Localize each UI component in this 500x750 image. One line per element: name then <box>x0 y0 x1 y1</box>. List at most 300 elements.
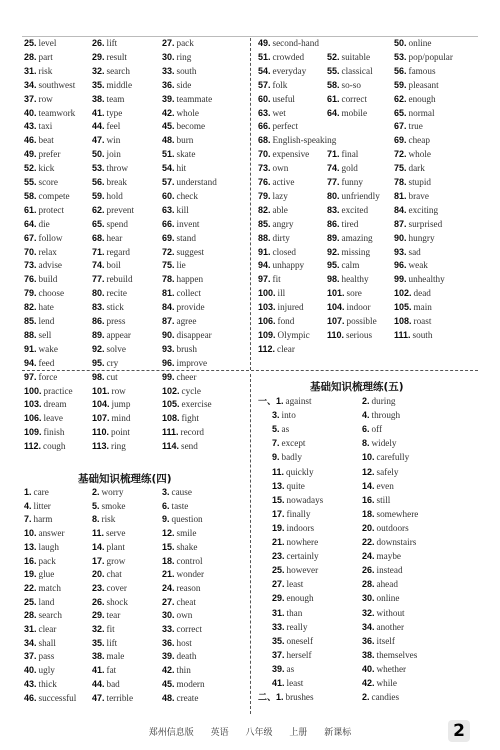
item-word: reason <box>176 582 201 593</box>
list-item <box>92 501 126 512</box>
item-word: hear <box>106 232 123 243</box>
item-word: own <box>176 610 193 621</box>
list-item <box>394 108 435 119</box>
item-number: 25. <box>272 565 285 576</box>
list-item <box>92 330 131 341</box>
item-word: disappear <box>176 329 212 340</box>
list-item <box>362 622 404 633</box>
list-item <box>394 38 431 49</box>
item-number: 95. <box>92 357 105 368</box>
list-item <box>24 205 64 216</box>
item-word: point <box>111 427 130 438</box>
list-item <box>258 274 281 285</box>
item-word: smoke <box>101 500 126 511</box>
item-word: injured <box>277 302 304 313</box>
item-number: 30. <box>362 593 375 604</box>
item-number: 38. <box>362 649 375 660</box>
list-item <box>24 399 67 410</box>
item-number: 30. <box>162 51 175 62</box>
list-item <box>162 330 212 341</box>
item-number: 70. <box>258 149 271 160</box>
list-item <box>162 302 205 313</box>
list-item <box>162 316 196 327</box>
list-item <box>92 487 123 498</box>
item-word: online <box>408 38 432 48</box>
item-number: 15. <box>162 541 175 552</box>
list-item <box>394 260 428 271</box>
item-number: 76. <box>258 177 271 187</box>
item-word: clear <box>277 343 295 354</box>
item-word: care <box>33 487 49 497</box>
list-item <box>24 542 59 553</box>
item-word: downstairs <box>376 537 417 547</box>
list-item <box>24 260 62 271</box>
list-item <box>162 693 198 704</box>
item-number: 6. <box>362 424 370 435</box>
item-word: widely <box>371 438 397 449</box>
item-number: 18. <box>362 508 375 519</box>
list-item <box>24 191 70 202</box>
item-word: sad <box>408 246 421 257</box>
item-number: 95. <box>327 260 340 271</box>
list-item <box>24 651 54 662</box>
item-number: 11. <box>272 466 285 477</box>
list-item <box>92 219 128 230</box>
item-word: male <box>106 651 125 662</box>
list-item <box>362 537 416 548</box>
item-word: side <box>176 79 192 90</box>
item-number: 4. <box>362 410 370 421</box>
item-word: nowadays <box>286 494 324 505</box>
list-item <box>258 344 295 355</box>
list-item <box>272 551 319 562</box>
list-item <box>362 551 401 562</box>
list-item <box>362 509 418 520</box>
item-word: hate <box>38 302 54 313</box>
item-word: itself <box>376 635 395 646</box>
list-item <box>258 177 294 188</box>
item-word: lie <box>176 260 186 271</box>
item-word: spend <box>106 218 128 229</box>
item-number: 55. <box>327 65 340 76</box>
item-number: 34. <box>24 637 37 648</box>
list-item <box>162 344 197 355</box>
item-word: perfect <box>272 121 299 132</box>
item-number: 70. <box>24 246 37 257</box>
item-number: 63. <box>162 204 175 215</box>
item-word: through <box>371 410 401 421</box>
item-number: 80. <box>92 288 105 299</box>
list-item <box>272 579 303 590</box>
list-item <box>162 514 203 525</box>
item-number: 112. <box>24 441 42 452</box>
list-item <box>394 274 445 285</box>
item-word: shake <box>176 541 198 552</box>
list-item <box>362 678 397 689</box>
item-number: 85. <box>24 316 37 326</box>
list-item <box>92 624 115 635</box>
list-item <box>362 664 406 675</box>
item-word: fond <box>277 316 295 326</box>
item-number: 94. <box>24 357 37 368</box>
item-word: surprised <box>408 218 443 229</box>
item-number: 21. <box>162 569 175 580</box>
item-number: 29. <box>92 51 105 62</box>
item-number: 43. <box>24 121 37 132</box>
item-number: 23. <box>272 551 285 562</box>
item-word: row <box>38 93 53 104</box>
item-word: join <box>106 149 121 160</box>
item-word: whether <box>376 663 407 674</box>
item-word: land <box>38 596 55 607</box>
list-item <box>92 80 132 91</box>
item-word: grow <box>106 555 126 566</box>
list-item <box>24 556 56 567</box>
item-word: Olympic <box>277 329 310 340</box>
item-number: 34. <box>24 79 37 90</box>
item-number: 96. <box>162 357 175 368</box>
item-number: 15. <box>272 494 285 505</box>
item-word: than <box>286 607 303 618</box>
list-item <box>394 288 431 299</box>
item-number: 12. <box>162 528 175 539</box>
list-item <box>24 358 54 369</box>
item-number: 32. <box>362 607 375 618</box>
list-item <box>92 191 123 202</box>
list-item <box>327 66 373 77</box>
list-item <box>394 191 429 202</box>
item-number: 59. <box>92 190 105 201</box>
list-item <box>24 219 50 230</box>
item-number: 96. <box>394 260 407 271</box>
item-word: mobile <box>341 107 368 118</box>
list-item <box>272 509 311 520</box>
item-word: follow <box>38 232 63 243</box>
item-number: 77. <box>92 274 105 285</box>
item-word: southwest <box>38 79 76 90</box>
top-rule <box>22 36 478 37</box>
item-number: 74. <box>92 260 105 271</box>
list-item <box>24 108 75 119</box>
list-item <box>258 191 288 202</box>
list-item <box>258 330 310 341</box>
item-word: understand <box>176 177 217 187</box>
item-number: 87. <box>394 218 407 229</box>
item-word: prevent <box>106 204 135 215</box>
item-number: 28. <box>362 579 375 590</box>
item-number: 62. <box>394 93 407 104</box>
list-item <box>258 38 319 49</box>
item-number: 48. <box>162 135 175 146</box>
item-number: 30. <box>162 610 175 621</box>
item-word: cough <box>43 441 66 452</box>
item-number: 21. <box>272 537 285 547</box>
list-item <box>24 233 63 244</box>
item-number: 10. <box>362 452 375 463</box>
list-item <box>24 274 57 285</box>
item-number: 38. <box>92 651 105 662</box>
list-item <box>258 94 295 105</box>
item-word: indoor <box>346 302 371 313</box>
item-number: 111. <box>394 329 411 340</box>
list-item <box>92 288 127 299</box>
item-word: force <box>38 371 58 382</box>
list-item <box>162 233 196 244</box>
item-number: 51. <box>162 149 175 160</box>
list-item <box>162 80 191 91</box>
item-word: healthy <box>341 274 369 285</box>
item-word: type <box>106 107 123 118</box>
list-item <box>258 66 306 77</box>
item-word: compete <box>38 190 70 201</box>
item-word: leave <box>43 413 63 424</box>
item-word: match <box>38 582 61 593</box>
item-word: ugly <box>38 665 55 676</box>
page-number: 2 <box>448 720 470 742</box>
item-word: cut <box>106 371 118 382</box>
item-number: 44. <box>92 121 105 132</box>
list-item <box>24 330 51 341</box>
list-item <box>24 665 55 676</box>
list-item <box>92 177 127 188</box>
list-item <box>92 610 120 621</box>
item-word: become <box>176 121 206 132</box>
item-word: lazy <box>272 190 288 201</box>
list-item <box>162 177 217 188</box>
item-number: 109. <box>258 329 276 340</box>
item-number: 22. <box>362 537 375 547</box>
item-word: hold <box>106 190 123 201</box>
item-number: 104. <box>327 302 345 313</box>
item-word: unhealthy <box>408 274 445 285</box>
item-number: 93. <box>162 343 175 354</box>
list-item <box>92 108 122 119</box>
list-item <box>92 94 124 105</box>
item-word: stick <box>106 302 124 313</box>
list-item <box>92 399 130 410</box>
item-word: somewhere <box>376 508 419 519</box>
list-item <box>162 191 198 202</box>
item-word: cause <box>171 487 192 497</box>
item-number: 79. <box>258 190 271 201</box>
item-word: sell <box>38 329 52 340</box>
list-item <box>327 191 380 202</box>
item-word: quite <box>286 480 305 491</box>
item-number: 2. <box>362 396 370 406</box>
list-item <box>24 52 53 63</box>
item-number: 60. <box>162 190 175 201</box>
item-number: 16. <box>362 494 375 505</box>
item-number: 104. <box>92 399 110 410</box>
list-item <box>92 135 120 146</box>
item-number: 76. <box>24 274 37 285</box>
item-word: terrible <box>106 692 134 703</box>
item-number: 32. <box>92 65 105 76</box>
item-number: 73. <box>258 163 271 174</box>
item-word: question <box>171 514 203 525</box>
item-word: ahead <box>376 579 398 590</box>
list-item <box>272 467 314 478</box>
item-number: 113. <box>92 441 110 452</box>
item-word: throw <box>106 163 128 174</box>
item-word: correct <box>176 624 203 634</box>
item-word: as <box>286 663 295 674</box>
item-word: folk <box>272 79 288 90</box>
item-number: 20. <box>92 569 105 580</box>
item-word: score <box>38 177 58 187</box>
list-item <box>24 693 76 704</box>
list-item <box>394 205 438 216</box>
item-word: practice <box>43 385 73 396</box>
item-number: 86. <box>92 316 105 326</box>
item-word: die <box>38 218 50 229</box>
list-item <box>394 94 436 105</box>
list-item <box>258 149 309 160</box>
item-word: main <box>413 302 432 313</box>
item-number: 10. <box>24 528 37 539</box>
item-word: calm <box>341 260 360 271</box>
item-word: really <box>286 621 308 632</box>
item-word: suitable <box>341 51 371 62</box>
list-item <box>162 163 186 174</box>
item-word: rebuild <box>106 274 133 285</box>
item-number: 79. <box>24 288 37 299</box>
item-number: 69. <box>394 135 407 146</box>
list-item <box>162 288 201 299</box>
item-word: classical <box>341 65 373 76</box>
item-number: 48. <box>162 692 175 703</box>
item-word: happen <box>176 274 204 285</box>
item-word: south <box>176 65 197 76</box>
item-number: 1. <box>24 487 32 497</box>
item-word: correct <box>341 93 368 104</box>
item-word: dream <box>43 399 67 410</box>
item-word: brave <box>408 190 429 201</box>
item-word: lift <box>106 38 118 48</box>
list-item <box>362 565 403 576</box>
list-item <box>24 94 53 105</box>
list-item <box>24 302 54 313</box>
item-word: active <box>272 177 295 187</box>
item-number: 12. <box>362 466 375 477</box>
item-word: lift <box>106 637 118 648</box>
item-number: 47. <box>92 692 105 703</box>
item-word: successful <box>38 692 77 703</box>
item-word: plant <box>106 541 125 552</box>
item-number: 42. <box>162 107 175 118</box>
item-word: build <box>38 274 58 285</box>
list-item <box>272 664 294 675</box>
list-item <box>258 247 296 258</box>
list-item <box>258 288 285 299</box>
item-word: whole <box>408 149 431 160</box>
item-number: 39. <box>272 663 285 674</box>
list-item <box>362 410 400 421</box>
item-number: 42. <box>162 665 175 676</box>
item-number: 25. <box>24 596 37 607</box>
item-number: 41. <box>92 665 105 676</box>
list-item <box>92 427 130 438</box>
list-item <box>162 413 199 424</box>
item-number: 39. <box>162 651 175 662</box>
list-item <box>162 597 196 608</box>
item-number: 107. <box>92 413 110 424</box>
item-number: 2. <box>362 692 370 703</box>
list-item <box>162 149 195 160</box>
item-word: safely <box>376 466 399 477</box>
list-item <box>394 135 430 146</box>
item-number: 16. <box>24 555 37 566</box>
item-number: 81. <box>162 288 175 299</box>
list-item <box>394 177 431 188</box>
item-number: 3. <box>162 487 170 497</box>
item-word: thin <box>176 665 191 676</box>
item-number: 14. <box>362 480 375 491</box>
list-item <box>24 135 54 146</box>
list-item <box>394 219 442 230</box>
item-word: even <box>376 480 394 491</box>
item-word: prefer <box>38 149 61 160</box>
list-item <box>24 487 49 498</box>
item-number: 86. <box>327 218 340 229</box>
list-item <box>162 372 196 383</box>
footer-grade: 八年级 <box>245 728 273 738</box>
item-word: provide <box>176 302 205 313</box>
item-number: 75. <box>162 260 175 271</box>
list-item <box>24 610 62 621</box>
item-number: 74. <box>327 163 340 174</box>
list-item <box>327 302 371 313</box>
list-item <box>162 679 205 690</box>
list-item <box>394 121 423 132</box>
item-word: host <box>176 637 192 648</box>
list-item <box>272 438 306 449</box>
item-number: 61. <box>24 204 37 215</box>
item-word: against <box>285 396 312 406</box>
item-word: cheer <box>176 371 197 382</box>
item-word: badly <box>281 452 302 463</box>
list-item <box>92 149 121 160</box>
item-word: pack <box>38 555 56 566</box>
list-item <box>272 565 318 576</box>
item-word: themselves <box>376 649 418 660</box>
item-number: 97. <box>258 274 271 285</box>
item-number: 46. <box>24 135 37 146</box>
list-item <box>92 38 117 49</box>
item-word: team <box>106 93 125 104</box>
list-item <box>394 247 421 258</box>
list-item <box>24 679 57 690</box>
item-number: 90. <box>394 232 407 243</box>
list-item <box>272 495 323 506</box>
item-number: 20. <box>362 522 375 533</box>
item-number: 36. <box>162 637 175 648</box>
center-divider <box>250 38 251 370</box>
item-word: serve <box>106 528 126 539</box>
list-item <box>162 108 199 119</box>
item-number: 56. <box>92 177 105 187</box>
item-word: invent <box>176 218 200 229</box>
item-number: 28. <box>24 51 37 62</box>
item-word: beat <box>38 135 54 146</box>
item-number: 13. <box>24 541 37 552</box>
item-word: suggest <box>176 246 205 257</box>
item-number: 49. <box>24 149 37 160</box>
item-word: win <box>106 135 121 146</box>
list-item <box>258 52 304 63</box>
item-number: 57. <box>258 79 271 90</box>
item-word: herself <box>286 649 312 660</box>
